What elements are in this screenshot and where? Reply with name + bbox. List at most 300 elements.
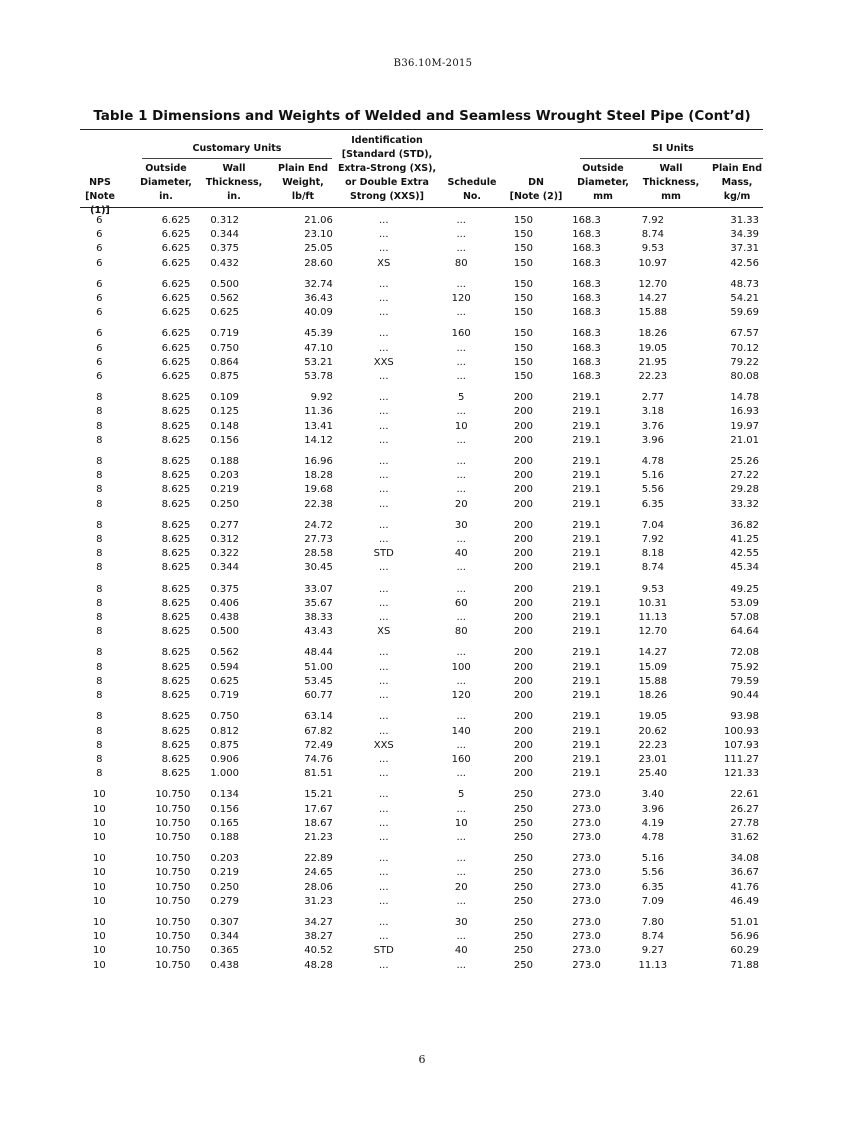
cell-nps: 8 [96, 562, 103, 574]
cell-wall-mm: 7.04 [641, 519, 664, 531]
cell-schedule: ... [456, 229, 466, 241]
cell-od-in: 8.625 [161, 406, 191, 418]
cell-dn: 200 [513, 434, 533, 446]
cell-dn: 200 [513, 548, 533, 560]
cell-wall-mm: 14.27 [638, 293, 668, 305]
cell-nps: 8 [96, 534, 103, 546]
cell-mass: 56.96 [730, 931, 759, 943]
table-row [80, 405, 763, 419]
cell-od-mm: 273.0 [572, 959, 601, 971]
cell-mass: 26.27 [730, 803, 759, 815]
table-row [80, 909, 763, 930]
cell-weight: 67.82 [304, 725, 333, 737]
cell-od-mm: 219.1 [572, 456, 601, 468]
cell-wall-in: 0.562 [210, 647, 239, 659]
cell-mass: 41.76 [730, 881, 759, 893]
cell-od-mm: 219.1 [572, 739, 601, 751]
cell-nps: 10 [93, 831, 106, 843]
cell-mass: 79.22 [730, 356, 759, 368]
cell-schedule: 120 [451, 293, 471, 305]
cell-nps: 8 [96, 406, 103, 418]
table-row [80, 753, 763, 767]
cell-schedule: ... [456, 534, 466, 546]
cell-weight: 40.09 [304, 307, 333, 319]
cell-od-in: 8.625 [161, 534, 191, 546]
cell-nps: 8 [96, 434, 103, 446]
table-row [80, 483, 763, 497]
cell-identification: ... [378, 753, 389, 765]
cell-od-mm: 273.0 [572, 831, 601, 843]
cell-wall-mm: 8.18 [641, 548, 664, 560]
cell-wall-mm: 10.97 [638, 257, 668, 269]
cell-identification: ... [378, 690, 389, 702]
cell-wall-mm: 5.56 [641, 867, 664, 879]
cell-od-in: 10.750 [155, 831, 191, 843]
cell-od-in: 10.750 [155, 853, 191, 865]
cell-nps: 6 [96, 229, 103, 241]
cell-wall-in: 0.203 [210, 470, 239, 482]
cell-weight: 38.27 [304, 931, 333, 943]
cell-od-mm: 219.1 [572, 626, 601, 638]
table-row [80, 242, 763, 256]
cell-od-mm: 273.0 [572, 817, 601, 829]
cell-schedule: 40 [454, 548, 468, 560]
cell-nps: 8 [96, 597, 103, 609]
cell-nps: 10 [93, 881, 106, 893]
document-header: B36.10M-2015 [393, 58, 473, 69]
cell-wall-mm: 22.23 [638, 739, 668, 751]
cell-mass: 71.88 [730, 959, 759, 971]
cell-identification: ... [378, 661, 389, 673]
cell-od-mm: 168.3 [572, 328, 601, 340]
table-row [80, 767, 763, 781]
cell-wall-in: 0.203 [210, 853, 239, 865]
cell-wall-in: 0.500 [210, 278, 239, 290]
cell-weight: 14.12 [304, 434, 333, 446]
cell-dn: 150 [513, 371, 533, 383]
cell-od-mm: 219.1 [572, 753, 601, 765]
pipe-data-body [80, 214, 763, 973]
cell-wall-mm: 22.23 [638, 371, 668, 383]
cell-od-in: 6.625 [161, 307, 191, 319]
cell-nps: 6 [96, 293, 103, 305]
table-row [80, 625, 763, 639]
cell-schedule: ... [456, 959, 466, 971]
cell-weight: 81.51 [304, 768, 333, 780]
table-row [80, 320, 763, 341]
cell-identification: ... [378, 789, 389, 801]
cell-dn: 200 [513, 392, 533, 404]
cell-nps: 10 [93, 803, 106, 815]
cell-nps: 6 [96, 342, 103, 354]
cell-mass: 42.55 [730, 548, 759, 560]
cell-dn: 250 [513, 931, 533, 943]
cell-dn: 200 [513, 470, 533, 482]
cell-od-in: 8.625 [161, 725, 191, 737]
cell-wall-mm: 10.31 [638, 597, 668, 609]
cell-schedule: ... [456, 484, 466, 496]
cell-od-mm: 273.0 [572, 803, 601, 815]
cell-schedule: ... [456, 867, 466, 879]
table-row [80, 944, 763, 958]
cell-wall-mm: 5.16 [641, 853, 664, 865]
cell-identification: ... [378, 867, 389, 879]
cell-od-in: 8.625 [161, 392, 191, 404]
cell-od-mm: 168.3 [572, 293, 601, 305]
cell-od-in: 6.625 [161, 229, 191, 241]
cell-schedule: ... [456, 243, 466, 255]
cell-weight: 22.89 [304, 853, 333, 865]
cell-identification: ... [378, 647, 389, 659]
cell-weight: 60.77 [304, 690, 333, 702]
cell-dn: 250 [513, 831, 533, 843]
cell-wall-in: 0.312 [210, 215, 239, 226]
cell-identification: ... [378, 406, 389, 418]
cell-weight: 34.27 [304, 916, 333, 928]
cell-dn: 150 [513, 293, 533, 305]
cell-weight: 38.33 [304, 612, 333, 624]
cell-schedule: 120 [451, 690, 471, 702]
table-row [80, 469, 763, 483]
cell-schedule: 20 [454, 881, 468, 893]
cell-weight: 45.39 [304, 328, 333, 340]
cell-od-mm: 219.1 [572, 484, 601, 496]
cell-od-in: 6.625 [161, 342, 191, 354]
cell-mass: 31.62 [730, 831, 759, 843]
cell-od-in: 8.625 [161, 626, 191, 638]
cell-mass: 54.21 [730, 293, 759, 305]
cell-dn: 200 [513, 626, 533, 638]
cell-od-in: 8.625 [161, 690, 191, 702]
cell-nps: 8 [96, 690, 103, 702]
cell-od-in: 6.625 [161, 371, 191, 383]
cell-wall-in: 0.432 [210, 257, 239, 269]
cell-weight: 72.49 [304, 739, 333, 751]
cell-weight: 11.36 [304, 406, 333, 418]
cell-dn: 200 [513, 725, 533, 737]
cell-mass: 46.49 [730, 895, 759, 907]
cell-identification: ... [378, 583, 389, 595]
cell-weight: 40.52 [304, 945, 333, 957]
cell-identification: ... [378, 959, 389, 971]
cell-wall-in: 0.307 [210, 916, 239, 928]
cell-schedule: ... [456, 307, 466, 319]
cell-od-in: 10.750 [155, 817, 191, 829]
cell-wall-in: 0.750 [210, 342, 239, 354]
cell-nps: 8 [96, 711, 103, 723]
cell-weight: 21.23 [304, 831, 333, 843]
cell-schedule: 20 [454, 498, 468, 510]
cell-schedule: ... [456, 470, 466, 482]
cell-wall-in: 0.322 [210, 548, 239, 560]
cell-schedule: ... [456, 803, 466, 815]
cell-mass: 49.25 [730, 583, 759, 595]
cell-wall-mm: 3.76 [641, 420, 664, 432]
cell-wall-mm: 14.27 [638, 647, 668, 659]
cell-wall-in: 0.500 [210, 626, 239, 638]
cell-identification: ... [378, 484, 389, 496]
table-row [80, 342, 763, 356]
cell-wall-in: 0.906 [210, 753, 239, 765]
cell-od-mm: 219.1 [572, 406, 601, 418]
cell-identification: ... [378, 328, 389, 340]
cell-weight: 63.14 [304, 711, 333, 723]
cell-schedule: ... [456, 342, 466, 354]
cell-wall-mm: 7.92 [641, 534, 664, 546]
cell-od-mm: 219.1 [572, 647, 601, 659]
cell-dn: 200 [513, 534, 533, 546]
cell-dn: 150 [513, 229, 533, 241]
cell-weight: 51.00 [304, 661, 333, 673]
cell-wall-in: 0.148 [210, 420, 239, 432]
col-header-identification: Identification [Standard (STD), Extra-Strong (XS), or Double Extra Strong (XXS)] [337, 135, 437, 202]
table-row [80, 214, 763, 228]
cell-od-in: 8.625 [161, 562, 191, 574]
table-row [80, 561, 763, 575]
cell-identification: XS [377, 626, 391, 638]
cell-weight: 28.58 [304, 548, 333, 560]
cell-nps: 6 [96, 243, 103, 255]
cell-weight: 74.76 [304, 753, 333, 765]
cell-od-mm: 273.0 [572, 895, 601, 907]
cell-mass: 19.97 [730, 420, 759, 432]
cell-weight: 47.10 [304, 342, 333, 354]
cell-weight: 30.45 [304, 562, 333, 574]
cell-nps: 8 [96, 612, 103, 624]
cell-wall-in: 0.279 [210, 895, 239, 907]
cell-mass: 36.82 [730, 519, 759, 531]
cell-od-mm: 273.0 [572, 916, 601, 928]
cell-nps: 8 [96, 548, 103, 560]
table-row [80, 639, 763, 660]
col-header-nps: NPS [Note (1)] [85, 177, 115, 216]
cell-identification: ... [378, 392, 389, 404]
cell-od-mm: 273.0 [572, 881, 601, 893]
cell-schedule: ... [456, 675, 466, 687]
cell-identification: ... [378, 342, 389, 354]
cell-nps: 10 [93, 895, 106, 907]
cell-mass: 41.25 [730, 534, 759, 546]
cell-nps: 10 [93, 853, 106, 865]
cell-identification: ... [378, 562, 389, 574]
cell-od-in: 10.750 [155, 881, 191, 893]
table-row [80, 781, 763, 802]
cell-od-mm: 273.0 [572, 945, 601, 957]
group-header-customary: Customary Units [192, 143, 282, 154]
group-header-si: SI Units [652, 143, 694, 154]
cell-od-mm: 219.1 [572, 498, 601, 510]
table-row [80, 881, 763, 895]
cell-wall-mm: 11.13 [638, 612, 668, 624]
cell-nps: 10 [93, 817, 106, 829]
cell-schedule: ... [456, 895, 466, 907]
cell-od-in: 6.625 [161, 278, 191, 290]
cell-wall-in: 0.875 [210, 739, 239, 751]
cell-schedule: ... [456, 371, 466, 383]
cell-dn: 250 [513, 867, 533, 879]
cell-wall-in: 0.277 [210, 519, 239, 531]
cell-schedule: 30 [454, 519, 468, 531]
cell-weight: 27.73 [304, 534, 333, 546]
cell-nps: 10 [93, 959, 106, 971]
cell-wall-mm: 21.95 [638, 356, 668, 368]
cell-schedule: ... [456, 931, 466, 943]
col-header-wall-in: Wall Thickness, in. [205, 163, 263, 202]
cell-weight: 17.67 [304, 803, 333, 815]
cell-schedule: 40 [454, 945, 468, 957]
cell-wall-in: 0.344 [210, 562, 239, 574]
cell-od-mm: 219.1 [572, 470, 601, 482]
cell-mass: 75.92 [730, 661, 759, 673]
cell-dn: 200 [513, 753, 533, 765]
cell-wall-in: 0.864 [210, 356, 239, 368]
cell-weight: 33.07 [304, 583, 333, 595]
cell-od-in: 8.625 [161, 612, 191, 624]
cell-dn: 150 [513, 328, 533, 340]
cell-od-in: 6.625 [161, 293, 191, 305]
cell-nps: 8 [96, 583, 103, 595]
cell-weight: 16.96 [304, 456, 333, 468]
cell-wall-mm: 3.96 [641, 803, 664, 815]
cell-od-in: 6.625 [161, 257, 191, 269]
cell-dn: 200 [513, 456, 533, 468]
cell-od-in: 8.625 [161, 597, 191, 609]
cell-od-in: 8.625 [161, 768, 191, 780]
table-row [80, 817, 763, 831]
cell-identification: ... [378, 612, 389, 624]
cell-mass: 34.39 [730, 229, 759, 241]
cell-mass: 90.44 [730, 690, 759, 702]
cell-od-in: 10.750 [155, 916, 191, 928]
cell-wall-in: 0.188 [210, 456, 239, 468]
cell-schedule: ... [456, 612, 466, 624]
cell-dn: 200 [513, 675, 533, 687]
table-row [80, 448, 763, 469]
cell-od-in: 8.625 [161, 420, 191, 432]
cell-od-in: 6.625 [161, 215, 191, 226]
cell-identification: ... [378, 931, 389, 943]
cell-dn: 200 [513, 647, 533, 659]
cell-wall-mm: 4.78 [641, 456, 664, 468]
cell-weight: 43.43 [304, 626, 333, 638]
cell-dn: 150 [513, 257, 533, 269]
cell-od-in: 10.750 [155, 895, 191, 907]
cell-identification: ... [378, 768, 389, 780]
cell-weight: 36.43 [304, 293, 333, 305]
table-row [80, 661, 763, 675]
col-header-wall-mm: Wall Thickness, mm [642, 163, 700, 202]
cell-wall-mm: 23.01 [638, 753, 668, 765]
cell-mass: 93.98 [730, 711, 759, 723]
cell-schedule: ... [456, 711, 466, 723]
cell-mass: 57.08 [730, 612, 759, 624]
cell-schedule: ... [456, 406, 466, 418]
cell-od-in: 8.625 [161, 661, 191, 673]
cell-dn: 250 [513, 945, 533, 957]
cell-nps: 10 [93, 867, 106, 879]
cell-nps: 6 [96, 215, 103, 226]
cell-wall-in: 0.156 [210, 434, 239, 446]
cell-dn: 250 [513, 803, 533, 815]
cell-identification: STD [373, 945, 394, 957]
cell-nps: 6 [96, 371, 103, 383]
col-header-od-in: Outside Diameter, in. [140, 163, 192, 202]
cell-od-in: 8.625 [161, 456, 191, 468]
cell-wall-in: 0.165 [210, 817, 239, 829]
cell-mass: 37.31 [730, 243, 759, 255]
col-header-dn: DN [Note (2)] [509, 177, 563, 202]
cell-dn: 150 [513, 243, 533, 255]
cell-dn: 250 [513, 789, 533, 801]
cell-wall-in: 0.250 [210, 881, 239, 893]
cell-schedule: ... [456, 831, 466, 843]
table-header-rule [80, 207, 763, 208]
cell-wall-mm: 3.18 [641, 406, 664, 418]
cell-wall-in: 0.719 [210, 690, 239, 702]
cell-mass: 70.12 [730, 342, 759, 354]
cell-nps: 8 [96, 768, 103, 780]
cell-wall-mm: 4.19 [641, 817, 664, 829]
table-row [80, 434, 763, 448]
cell-identification: XXS [373, 356, 394, 368]
cell-nps: 6 [96, 307, 103, 319]
cell-wall-mm: 6.35 [641, 881, 664, 893]
cell-od-in: 8.625 [161, 675, 191, 687]
cell-schedule: ... [456, 853, 466, 865]
cell-schedule: 5 [458, 392, 465, 404]
table-row [80, 689, 763, 703]
cell-wall-mm: 8.74 [641, 931, 664, 943]
cell-dn: 200 [513, 661, 533, 673]
cell-mass: 53.09 [730, 597, 759, 609]
cell-wall-mm: 3.40 [641, 789, 664, 801]
cell-wall-mm: 6.35 [641, 498, 664, 510]
cell-dn: 150 [513, 307, 533, 319]
cell-od-mm: 219.1 [572, 661, 601, 673]
cell-nps: 10 [93, 931, 106, 943]
table-row [80, 597, 763, 611]
cell-mass: 29.28 [730, 484, 759, 496]
cell-wall-in: 0.375 [210, 243, 239, 255]
cell-weight: 21.06 [304, 215, 333, 226]
cell-nps: 8 [96, 661, 103, 673]
cell-dn: 200 [513, 612, 533, 624]
cell-wall-mm: 7.80 [641, 916, 664, 928]
cell-weight: 15.21 [304, 789, 333, 801]
cell-wall-mm: 4.78 [641, 831, 664, 843]
cell-weight: 25.05 [304, 243, 333, 255]
cell-od-mm: 219.1 [572, 519, 601, 531]
cell-od-mm: 168.3 [572, 278, 601, 290]
table-row [80, 370, 763, 384]
cell-wall-mm: 25.40 [638, 768, 668, 780]
cell-od-in: 8.625 [161, 470, 191, 482]
cell-od-in: 10.750 [155, 867, 191, 879]
cell-mass: 64.64 [730, 626, 759, 638]
cell-nps: 8 [96, 456, 103, 468]
cell-mass: 14.78 [730, 392, 759, 404]
cell-nps: 8 [96, 753, 103, 765]
cell-od-in: 8.625 [161, 548, 191, 560]
cell-wall-in: 1.000 [210, 768, 239, 780]
cell-wall-mm: 18.26 [638, 328, 668, 340]
cell-od-mm: 168.3 [572, 257, 601, 269]
cell-nps: 8 [96, 484, 103, 496]
cell-dn: 200 [513, 768, 533, 780]
cell-od-in: 6.625 [161, 328, 191, 340]
cell-identification: ... [378, 711, 389, 723]
cell-weight: 48.28 [304, 959, 333, 971]
